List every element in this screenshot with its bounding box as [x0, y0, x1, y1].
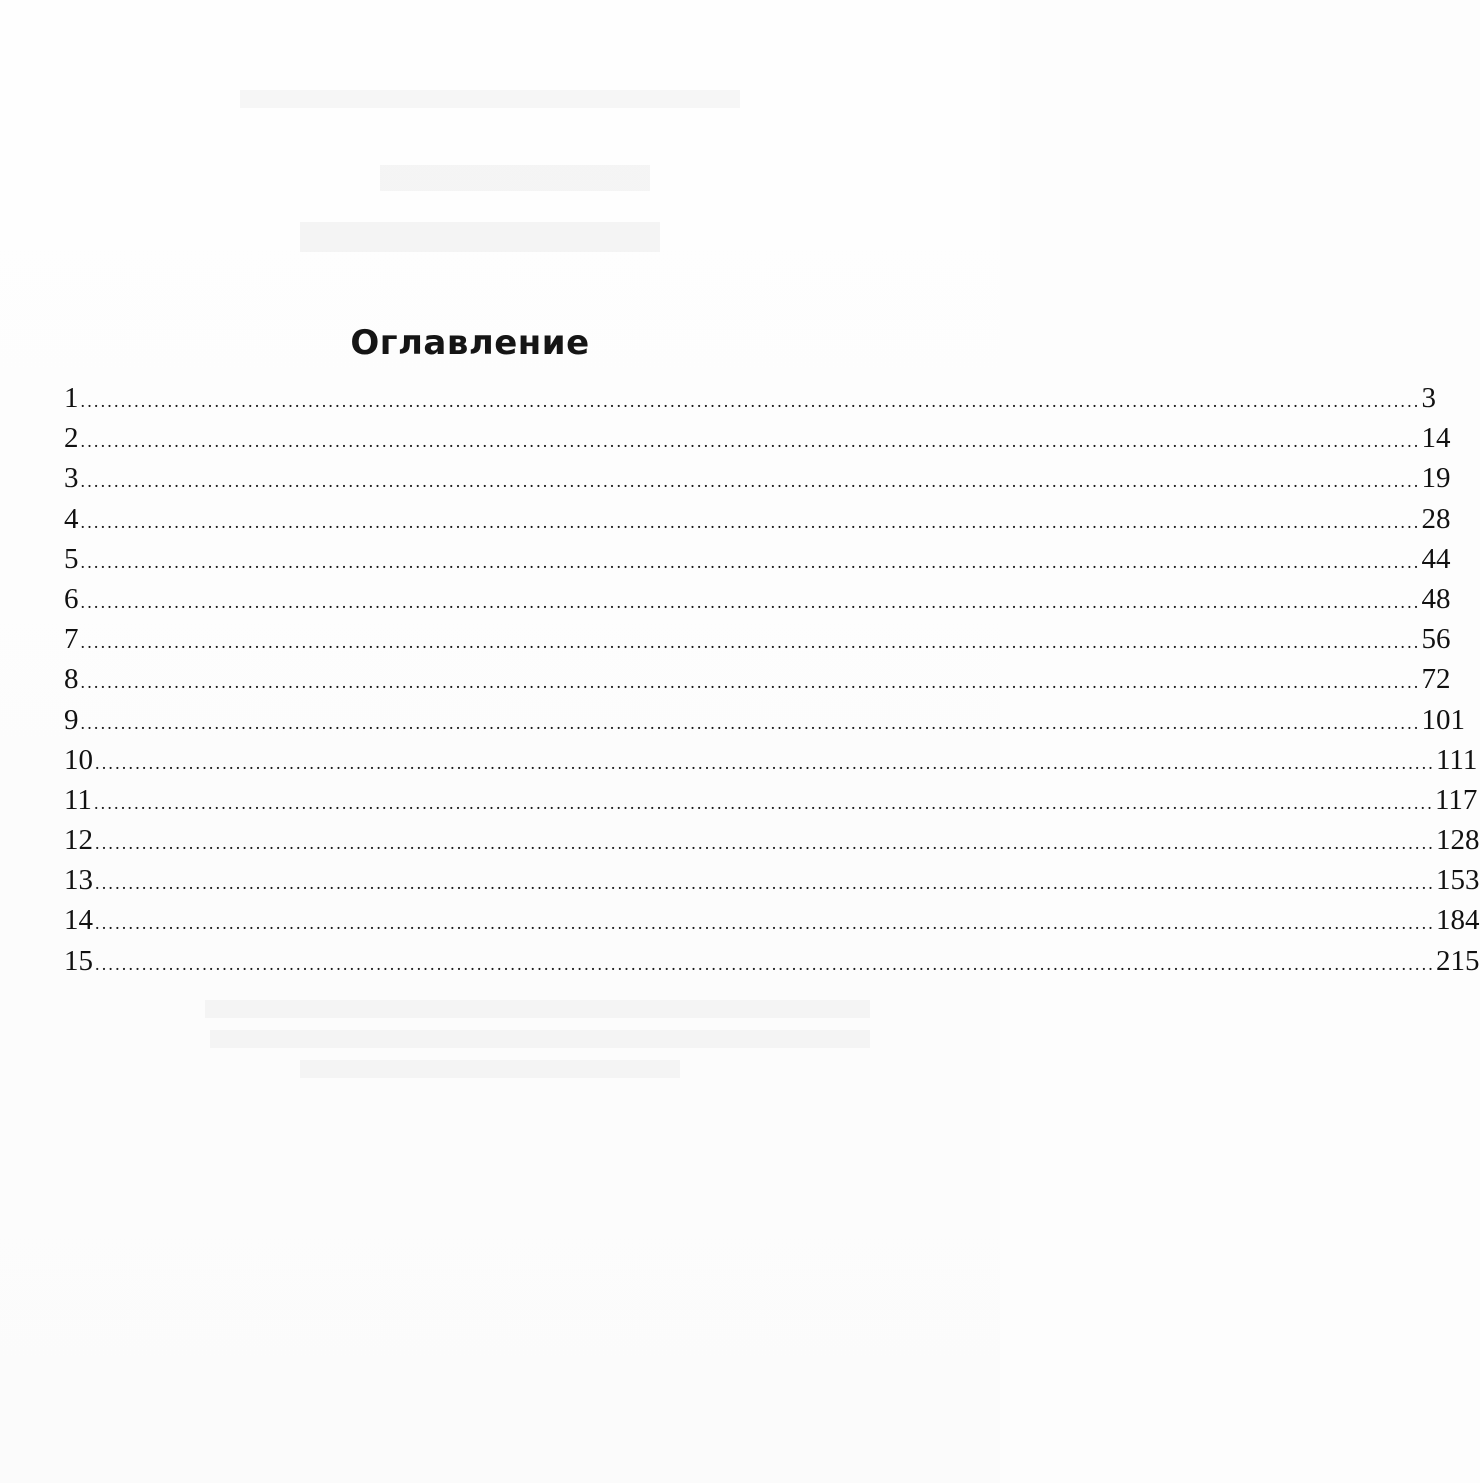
toc-dot-leader: ........................................................................................................................................................................................................ [95, 833, 1435, 854]
toc-page-number: 215 [1436, 944, 1480, 977]
toc-chapter-number: 4 [64, 502, 79, 535]
toc-entry [64, 458, 1451, 498]
bleed-through-block [210, 1030, 870, 1048]
toc-dot-leader: ........................................................................................................................................................................................................ [80, 551, 1421, 572]
toc-dot-leader: ........................................................................................................................................................................................................ [80, 431, 1421, 452]
toc-chapter-number: 3 [64, 462, 79, 495]
toc-dot-leader: ........................................................................................................................................................................................................ [80, 712, 1421, 733]
toc-chapter-number: 2 [64, 422, 79, 455]
toc-dot-leader: ........................................................................................................................................................................................................ [80, 391, 1421, 411]
toc-dot-leader: ........................................................................................................................................................................................................ [80, 471, 1421, 492]
toc-entry [64, 820, 1480, 860]
toc-entry [64, 619, 1451, 659]
toc-page-number: 101 [1421, 703, 1465, 736]
toc-entry [64, 378, 1436, 418]
toc-chapter-number: 9 [64, 703, 79, 736]
toc-chapter-number: 7 [64, 623, 79, 656]
toc-entry [64, 418, 1451, 458]
toc-entry [64, 700, 1465, 740]
toc-chapter-number: 11 [64, 783, 92, 816]
bleed-through-block [380, 165, 650, 191]
toc-chapter-number: 1 [64, 382, 79, 414]
toc-chapter-number: 12 [64, 824, 93, 857]
toc-page-number: 111 [1436, 743, 1478, 776]
toc-page-number: 128 [1436, 824, 1480, 857]
toc-dot-leader: ........................................................................................................................................................................................................ [95, 953, 1435, 974]
toc-entry [64, 941, 1480, 981]
toc-page-number: 153 [1436, 864, 1480, 897]
page-title: Оглавление [350, 322, 590, 363]
bleed-through-block [240, 90, 740, 108]
toc-chapter-number: 5 [64, 542, 79, 575]
toc-entry [64, 659, 1451, 699]
toc-page-number: 14 [1421, 422, 1451, 455]
toc-entry [64, 539, 1451, 579]
toc-entry [64, 579, 1451, 619]
toc-page-number: 48 [1421, 582, 1451, 615]
toc-dot-leader: ........................................................................................................................................................................................................ [95, 752, 1435, 773]
toc-chapter-number: 6 [64, 582, 79, 615]
toc-chapter-number: 15 [64, 944, 93, 977]
toc-dot-leader: ........................................................................................................................................................................................................ [80, 511, 1421, 532]
bleed-through-block [300, 222, 660, 252]
toc-dot-leader: ........................................................................................................................................................................................................ [93, 792, 1434, 813]
toc-entry [64, 740, 1478, 780]
toc-entry [64, 780, 1478, 820]
table-of-contents [64, 378, 1480, 981]
toc-page-number: 184 [1436, 904, 1480, 937]
toc-page-number: 28 [1421, 502, 1451, 535]
bleed-through-block [300, 1060, 680, 1078]
toc-chapter-number: 14 [64, 904, 93, 937]
toc-dot-leader: ........................................................................................................................................................................................................ [95, 873, 1435, 894]
toc-dot-leader: ........................................................................................................................................................................................................ [80, 632, 1421, 653]
toc-page-number: 56 [1421, 623, 1451, 656]
toc-page-number: 19 [1421, 462, 1451, 495]
toc-chapter-number: 8 [64, 663, 79, 696]
toc-dot-leader: ........................................................................................................................................................................................................ [95, 913, 1435, 934]
bleed-through-block [205, 1000, 870, 1018]
toc-entry [64, 900, 1480, 940]
toc-dot-leader: ........................................................................................................................................................................................................ [80, 672, 1421, 693]
toc-entry [64, 499, 1451, 539]
toc-entry [64, 860, 1480, 900]
toc-page-number: 44 [1421, 542, 1451, 575]
toc-page-number: 117 [1434, 783, 1478, 816]
toc-chapter-number: 13 [64, 864, 93, 897]
toc-page-number: 72 [1421, 663, 1451, 696]
toc-page-number: 3 [1421, 382, 1436, 414]
toc-chapter-number: 10 [64, 743, 93, 776]
toc-dot-leader: ........................................................................................................................................................................................................ [80, 591, 1421, 612]
